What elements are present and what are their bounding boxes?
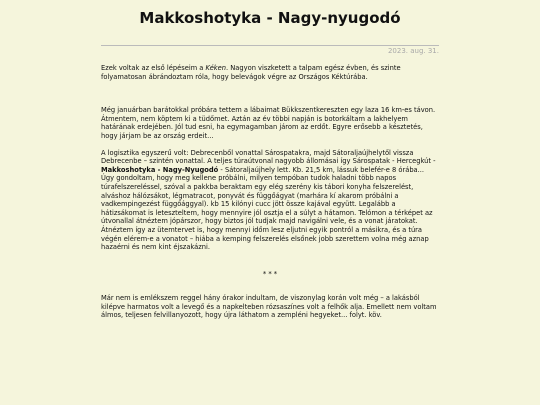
route-highlight: Makkoshotyka - Nagy-Nyugodó xyxy=(101,165,219,174)
paragraph-preparation: Még januárban barátokkal próbára tettem a lábaimat Bükkszentkereszten egy laza 16 km-es távon. Átmentem, nem köptem ki a tüdőmet. Aztán az év többi napján is botorkáltam a lakhelyem határának erdejében. Jól tud esni, ha egymagamban járom az erdőt. Egyre erősebb a késztetés, hogy járjam be az ország erdeit... xyxy=(101,106,436,140)
paragraph-intro xyxy=(101,64,439,81)
paragraph-departure: Már nem is emlékszem reggel hány órakor indultam, de viszonylag korán volt még – a lakásból kilépve harmatos volt a levegő és a napkelteben rózsaszínes volt a felhők alja. Emellett nem voltam álmos, teljesen felvillanyozott, hogy újra láthatom a zempléni hegyeket... folyt. köv. xyxy=(101,294,437,320)
paragraph-intro-text-end: . Nagyon viszketett a talpam egész évben, és szinte folyamatosan ábrándoztam róla, hogy belevágok végre az Országos Kéktúrába. xyxy=(101,64,401,81)
emphasis-keken: Kéken xyxy=(205,64,227,72)
section-separator: * * * xyxy=(262,269,278,278)
paragraph-logistics-text-end: - Sátoraljaújhely lett. Kb. 21,5 km, lássuk belefér-e 8 órába... Úgy gondoltam, hogy meg kellene próbálni, milyen tempóban tudok haladni több napos túrafelszereléssel, szóval a pakkba beraktam egy elég szerény kis tábori konyha felszerelést, alváshoz hálózsákot, légmatracot, ponyvát és függőágyat (marhára kí akarom próbálni a vadkempingezést függőággyal). kb 15 kilónyi cucc jött össze kajával együtt. Legalább a hátizsákomat is leteszteltem, hogy mennyire jól osztja el a súlyt a hátamon. Telómon a térképet az útvonallal átnéztem jópárszor, hogy biztos jól tudjak majd navigálni vele, és a vonat járatokat. Átnéztem így az ütemtervet is, hogy mennyi időm lesz eljutni egyik pontról a másikra, és a túra végén elérem-e a vonatot – hiába a kemping felszerelés elsőnek jobb szerettem volna még aznap hazaérni és nem kint éjszakázni. xyxy=(101,165,433,252)
paragraph-logistics-text: A logisztika egyszerű volt: Debrecenből vonattal Sárospatakra, majd Sátoraljaújhelytől vissza Debrecenbe – szintén vonattal. A teljes túraútvonal nagyobb állomásai így Sárospatak - Hercegkút - xyxy=(101,148,436,166)
post-body xyxy=(101,64,439,320)
paragraph-logistics xyxy=(101,149,439,252)
post-date: 2023. aug. 31. xyxy=(387,47,439,55)
post-title: Makkoshotyka - Nagy-nyugodó xyxy=(139,9,401,27)
paragraph-intro-text: Ezek voltak az első lépéseim a xyxy=(101,64,206,72)
